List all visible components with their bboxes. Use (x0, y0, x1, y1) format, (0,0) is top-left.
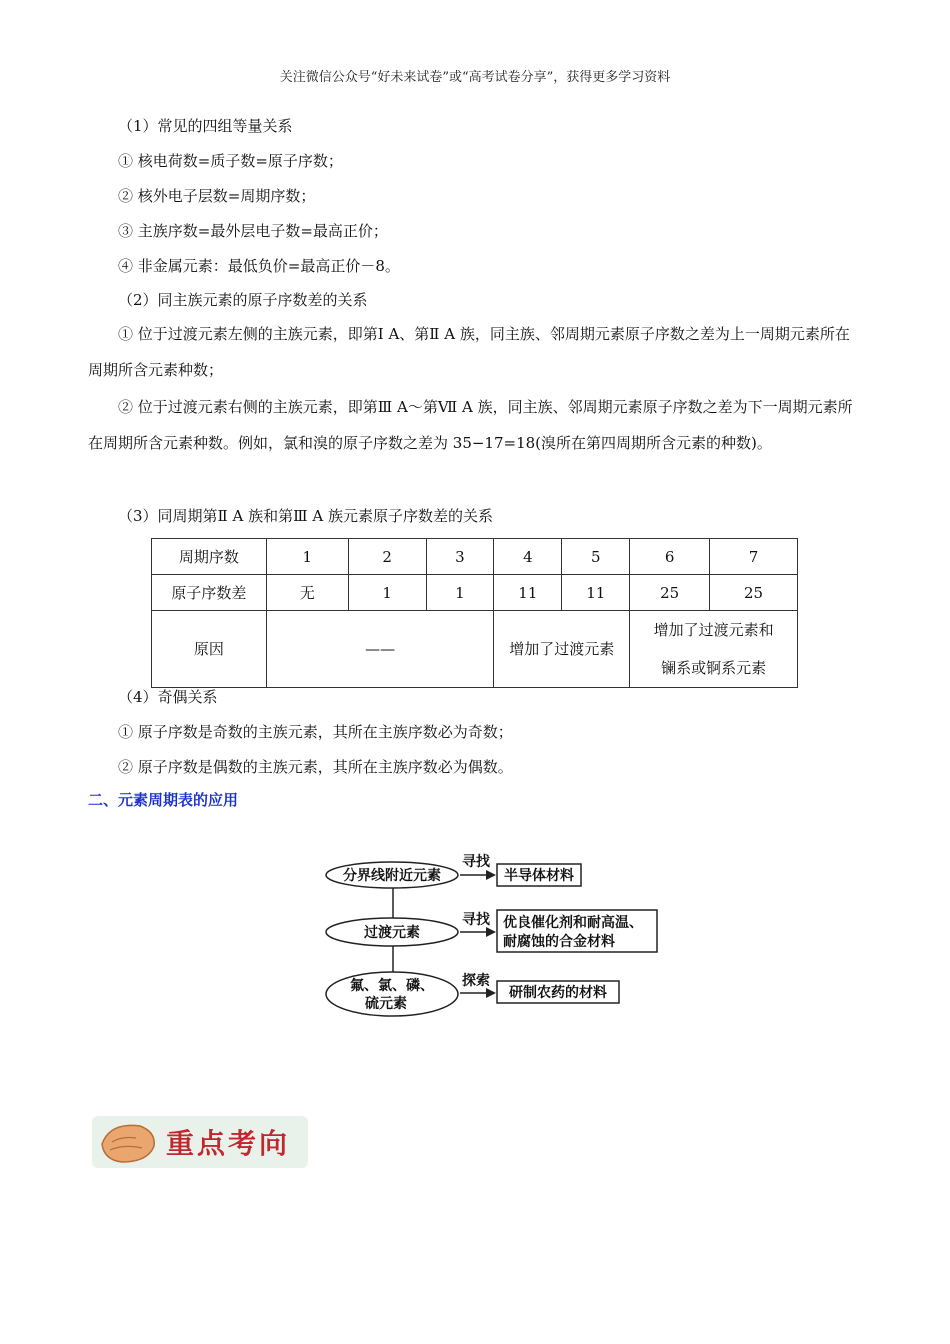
node-label: 硫元素 (365, 996, 407, 1012)
sec2-paragraph-2: ② 位于过渡元素右侧的主族元素，即第Ⅲ A～第Ⅶ A 族，同主族、邻周期元素原子序数之差为下一周期元素所在周期所含元素种数。例如，氯和溴的原子序数之差为 35−17=18(溴所在第四周期所含元素的种数)。 (88, 398, 853, 452)
arrow-verb: 寻找 (462, 854, 490, 870)
table-row-label: 原子序数差 (152, 575, 267, 611)
output-label: 优良催化剂和耐高温、 (503, 915, 643, 931)
reason-cell: 增加了过渡元素 (494, 611, 630, 688)
sec1-item-3: ③ 主族序数=最外层电子数=最高正价； (118, 222, 388, 240)
output-label: 研制农药的材料 (509, 985, 607, 1001)
sec2-paragraph-1: ① 位于过渡元素左侧的主族元素，即第Ⅰ A、第Ⅱ A 族，同主族、邻周期元素原子序数之差为上一周期元素所在周期所含元素种数； (88, 325, 850, 379)
arrow-head (486, 927, 496, 937)
reason-line: 镧系或锕系元素 (661, 659, 767, 677)
sec1-item-1: ① 核电荷数=质子数=原子序数； (118, 152, 343, 170)
sec1-item-4: ④ 非金属元素：最低负价=最高正价－8。 (118, 257, 400, 275)
arrow-verb: 寻找 (462, 912, 490, 928)
period-cell: 6 (630, 539, 710, 575)
table-row (152, 611, 798, 688)
banner-title: 重点考向 (166, 1127, 291, 1160)
node-label: 分界线附近元素 (343, 868, 441, 884)
sec1-title: （1）常见的四组等量关系 (118, 117, 293, 135)
table-row (152, 539, 798, 575)
key-points-banner (88, 1112, 313, 1172)
diff-cell: 25 (630, 575, 710, 611)
sec3-title: （3）同周期第Ⅱ A 族和第Ⅲ A 族元素原子序数差的关系 (118, 507, 493, 525)
node-label: 氟、氯、磷、 (350, 978, 434, 994)
reason-cell: —— (266, 611, 494, 688)
page-header-note: 关注微信公众号“好未来试卷”或“高考试卷分享”，获得更多学习资料 (279, 70, 671, 85)
arrow-head (486, 870, 496, 880)
sec2-title: （2）同主族元素的原子序数差的关系 (118, 291, 368, 309)
output-label: 半导体材料 (504, 868, 574, 884)
period-cell: 1 (266, 539, 348, 575)
application-flow-diagram (320, 850, 670, 1030)
diff-cell: 25 (710, 575, 798, 611)
sec4-title: （4）奇偶关系 (118, 688, 218, 706)
arrow-verb: 探索 (462, 973, 490, 989)
arrow-head (486, 988, 496, 998)
period-cell: 2 (348, 539, 426, 575)
period-cell: 3 (426, 539, 494, 575)
sec4-item-2: ② 原子序数是偶数的主族元素，其所在主族序数必为偶数。 (118, 758, 513, 776)
sec1-item-2: ② 核外电子层数=周期序数； (118, 187, 316, 205)
table-row-label: 原因 (152, 611, 267, 688)
reason-line: 增加了过渡元素和 (653, 621, 774, 639)
node-label: 过渡元素 (364, 925, 420, 941)
diff-cell: 1 (348, 575, 426, 611)
diff-cell: 11 (562, 575, 630, 611)
period-cell: 5 (562, 539, 630, 575)
diff-cell: 1 (426, 575, 494, 611)
table-row (152, 575, 798, 611)
output-label: 耐腐蚀的合金材料 (503, 934, 615, 950)
period-cell: 7 (710, 539, 798, 575)
period-cell: 4 (494, 539, 562, 575)
table-row-label: 周期序数 (152, 539, 267, 575)
diff-cell: 11 (494, 575, 562, 611)
reason-cell (630, 611, 798, 688)
sec4-item-1: ① 原子序数是奇数的主族元素，其所在主族序数必为奇数； (118, 723, 513, 741)
section-heading: 二、元素周期表的应用 (88, 791, 239, 809)
diff-cell: 无 (266, 575, 348, 611)
atomic-number-difference-table (151, 538, 798, 688)
